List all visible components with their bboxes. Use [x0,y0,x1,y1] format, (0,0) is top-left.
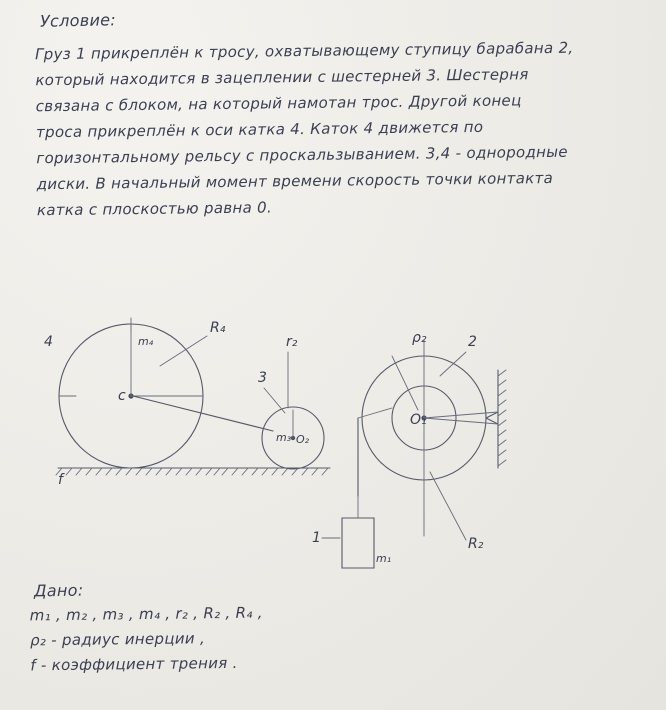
label-friction-coefficient: f [58,472,63,488]
label-drum-center: O₁ [410,412,427,428]
roller-4 [59,318,203,468]
label-drum-inertia-radius: ρ₂ [412,330,427,346]
ground-line-left [56,468,222,475]
leader-gear-number [264,388,285,413]
leader-roller-radius [160,336,207,366]
label-roller-mass: m₄ [138,335,154,348]
leader-drum-outer-radius [430,472,466,540]
given-body-text: m₁ , m₂ , m₃ , m₄ , r₂ , R₂ , R₄ , ρ₂ - радиус инерции , f - коэффициент трения . [29,603,263,675]
drum-2 [362,340,486,536]
leader-drum-number [440,352,466,376]
load-1 [342,496,374,568]
label-roller-center: c [118,388,126,404]
label-load-mass: m₁ [376,552,392,565]
label-drum-number: 2 [468,334,477,350]
label-roller-number: 4 [44,334,53,350]
condition-body-text: Груз 1 прикреплён к тросу, охватывающему ступицу барабана 2, который находится в зацеплении с шестерней 3. Шестерня связана с блоком, на который намотан трос. Другой конец троса прикреплён к оси катка 4. Каток 4 движется по горизонтальному рельсу с проскальзыванием. 3,4 - однородные диски. В начальный момент времени скорость точки контакта катка с плоскостью равна 0. [34,38,574,220]
given-heading: Дано: [33,580,84,601]
label-drum-outer-radius: R₂ [468,536,484,552]
gear-3 [262,407,324,469]
label-gear-number: 3 [258,370,267,386]
label-gear-mass: m₃ [276,431,292,444]
label-drum-inner-radius: r₂ [286,334,298,350]
condition-heading: Условие: [39,10,117,31]
wall-support [424,370,506,468]
label-roller-radius: R₄ [210,320,226,336]
label-gear-center: O₂ [296,433,310,446]
mechanism-diagram [0,300,666,590]
ground-line-right [222,468,330,475]
label-load-number: 1 [312,530,321,546]
